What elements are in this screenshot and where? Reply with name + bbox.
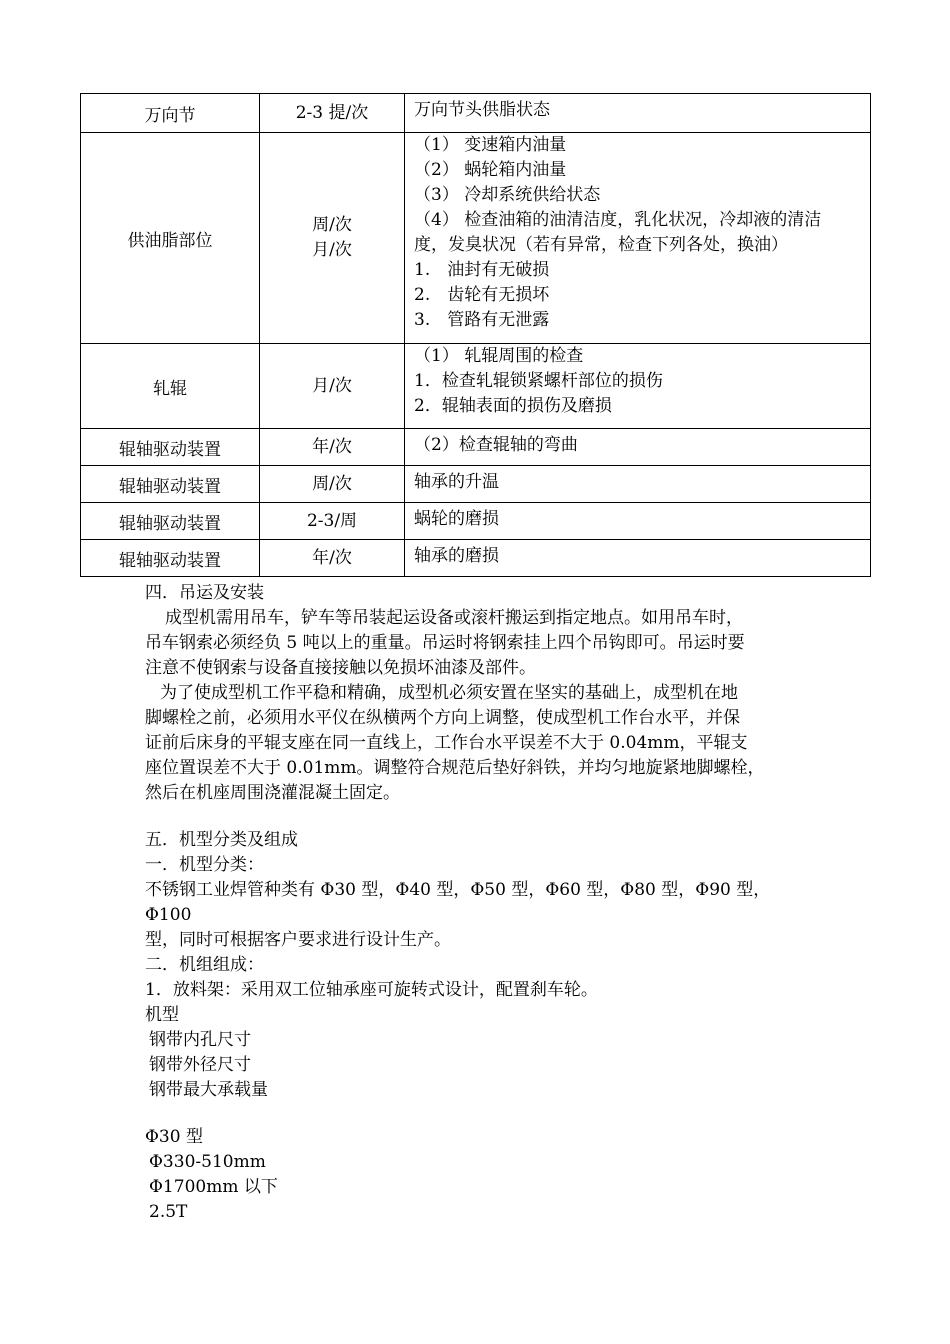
part-cell: 辊轴驱动装置 (81, 503, 260, 540)
items-cell (405, 503, 871, 540)
item-text: 轴承的升温 (414, 472, 499, 492)
item-text: 万向节头供脂状态 (414, 100, 550, 120)
paragraph-line: 注意不使钢索与设备直接接触以免损坏油漆及部件。 (145, 658, 536, 678)
item-text: 轴承的磨损 (414, 546, 499, 566)
items-cell (405, 466, 871, 503)
paragraph-line: 1．放料架：采用双工位轴承座可旋转式设计，配置刹车轮。 (145, 980, 598, 1000)
spec-header-cell: 钢带最大承载量 (149, 1080, 268, 1100)
spec-value-cell: Φ1700mm 以下 (149, 1177, 278, 1197)
item-text: 2. 齿轮有无损坏 (414, 285, 550, 305)
table-row (81, 540, 871, 577)
spec-value-cell: Φ30 型 (145, 1127, 203, 1147)
item-text: 1．检查轧辊锁紧螺杆部位的损伤 (414, 371, 663, 391)
items-cell (405, 344, 871, 429)
spacer (145, 806, 815, 828)
paragraph-line: 脚螺栓之前，必须用水平仪在纵横两个方向上调整，使成型机工作台水平，并保 (145, 708, 740, 728)
frequency-text: 2-3/周 (306, 510, 358, 531)
frequency-text: 月/次 (312, 240, 352, 260)
paragraph-line: 吊车钢索必须经负 5 吨以上的重量。吊运时将钢索挂上四个吊钩即可。吊运时要 (145, 633, 745, 653)
item-text: 蜗轮的磨损 (414, 509, 499, 529)
paragraph-line: 座位置误差不大于 0.01mm。调整符合规范后垫好斜铁，并均匀地旋紧地脚螺栓， (145, 758, 765, 778)
table-row (81, 429, 871, 466)
frequency-text: 月/次 (312, 375, 352, 396)
items-cell (405, 94, 871, 133)
part-cell: 万向节 (81, 94, 260, 133)
subsection-heading: 一．机型分类： (145, 855, 264, 875)
table-row (81, 503, 871, 540)
spec-header-cell: 钢带内孔尺寸 (149, 1030, 251, 1050)
item-text: 度，发臭状况（若有异常，检查下列各处，换油） (414, 235, 788, 255)
table-row (81, 94, 871, 133)
section-heading: 五．机型分类及组成 (145, 830, 298, 850)
item-text: 1. 油封有无破损 (414, 260, 550, 280)
frequency-text: 年/次 (312, 547, 352, 568)
item-text: 2．辊轴表面的损伤及磨损 (414, 396, 612, 416)
spec-header-cell: 钢带外径尺寸 (149, 1055, 251, 1075)
part-cell: 供油脂部位 (81, 133, 260, 344)
paragraph-line: 成型机需用吊车，铲车等吊装起运设备或滚杆搬运到指定地点。如用吊车时， (165, 608, 743, 628)
item-text: （4） 检查油箱的油清洁度，乳化状况，冷却液的清洁 (414, 210, 822, 230)
table-row (81, 344, 871, 429)
part-cell: 辊轴驱动装置 (81, 540, 260, 577)
paragraph-line: 型，同时可根据客户要求进行设计生产。 (145, 930, 451, 950)
part-cell: 辊轴驱动装置 (81, 466, 260, 503)
frequency-text: 周/次 (312, 215, 352, 235)
frequency-cell (260, 133, 405, 344)
item-text: （2）检查辊轴的弯曲 (414, 435, 578, 455)
table-row (81, 133, 871, 344)
item-text: （1） 变速箱内油量 (414, 135, 567, 155)
frequency-cell (260, 429, 405, 466)
maintenance-table (80, 93, 871, 577)
items-cell (405, 133, 871, 344)
spacer (145, 1103, 815, 1125)
spec-header-cell: 机型 (145, 1005, 179, 1025)
item-text: 3. 管路有无泄露 (414, 310, 550, 330)
frequency-cell (260, 94, 405, 133)
table-row (81, 466, 871, 503)
frequency-text: 周/次 (312, 473, 352, 494)
spec-value-cell: 2.5T (149, 1202, 188, 1222)
paragraph-line: 不锈钢工业焊管种类有 Φ30 型，Φ40 型，Φ50 型，Φ60 型，Φ80 型，Φ90 型，Φ100 (145, 880, 771, 925)
paragraph-line: 然后在机座周围浇灌混凝土固定。 (145, 783, 400, 803)
frequency-cell (260, 344, 405, 429)
frequency-cell (260, 540, 405, 577)
frequency-text: 2-3 提/次 (295, 102, 369, 123)
part-cell: 辊轴驱动装置 (81, 429, 260, 466)
paragraph-line: 为了使成型机工作平稳和精确，成型机必须安置在坚实的基础上，成型机在地 (160, 683, 738, 703)
frequency-cell (260, 466, 405, 503)
items-cell (405, 429, 871, 466)
part-cell: 轧辊 (81, 344, 260, 429)
spec-value-cell: Φ330-510mm (149, 1152, 266, 1172)
item-text: （2） 蜗轮箱内油量 (414, 160, 567, 180)
paragraph-line: 证前后床身的平辊支座在同一直线上，工作台水平误差不大于 0.04mm，平辊支 (145, 733, 748, 753)
frequency-text: 年/次 (312, 436, 352, 457)
item-text: （3） 冷却系统供给状态 (414, 185, 601, 205)
section-heading: 四．吊运及安装 (145, 583, 264, 603)
item-text: （1） 轧辊周围的检查 (414, 346, 584, 366)
frequency-cell (260, 503, 405, 540)
document-body (145, 581, 815, 1225)
items-cell (405, 540, 871, 577)
subsection-heading: 二．机组组成： (145, 955, 264, 975)
